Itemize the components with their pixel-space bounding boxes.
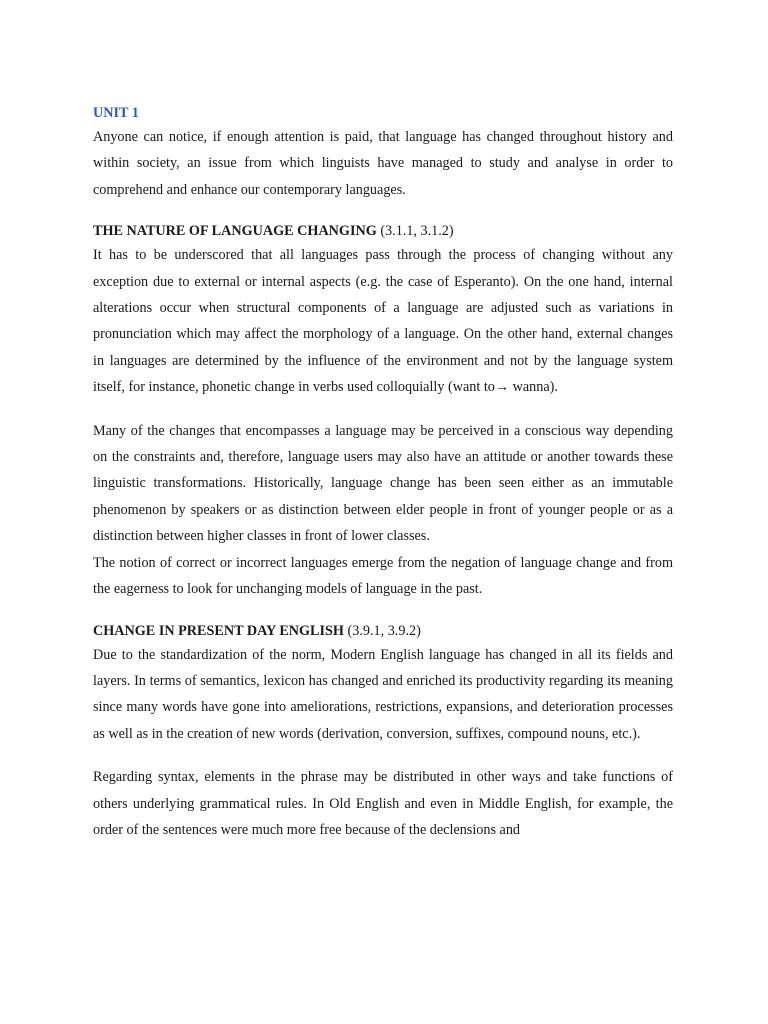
section-heading-nature	[93, 220, 673, 242]
section-heading-nature-title: THE NATURE OF LANGUAGE CHANGING	[93, 223, 377, 240]
intro-paragraph: Anyone can notice, if enough attention is paid, that language has changed throughout history and within society, an issue from which linguists have managed to study and analyse in order to comprehend and enhance our contemporary languages.	[93, 129, 673, 198]
present-day-paragraph-1: Due to the standardization of the norm, Modern English language has changed in all its fields and layers. In terms of semantics, lexicon has changed and enriched its productivity regarding its meaning since many words have gone into ameliorations, restrictions, expansions, and deterioration processes as well as in the creation of new words (derivation, conversion, suffixes, compound nouns, etc.).	[93, 646, 673, 742]
nature-paragraph-3: The notion of correct or incorrect languages emerge from the negation of language change and from the eagerness to look for unchanging models of language in the past.	[93, 554, 673, 598]
nature-paragraph-2: Many of the changes that encompasses a language may be perceived in a conscious way depending on the constraints and, therefore, language users may also have an attitude or another towards these linguistic transformations. Historically, language change has been seen either as an immutable phenomenon by speakers or as distinction between elder people in front of younger people or as a distinction between higher classes in front of lower classes.	[93, 422, 673, 545]
document-page	[93, 102, 673, 843]
nature-paragraph-1: It has to be underscored that all languages pass through the process of changing without any exception due to external or internal aspects (e.g. the case of Esperanto). On the one hand, internal alterations occur when structural components of a language are adjusted such as variations in pronunciation which may affect the morphology of a language. On the other hand, external changes in languages are determined by the influence of the environment and not by the language system itself, for instance, phonetic change in verbs used colloquially (want to→ wanna).	[93, 247, 673, 396]
section-heading-present-day-ref: (3.9.1, 3.9.2)	[343, 622, 421, 639]
section-heading-nature-ref: (3.1.1, 3.1.2)	[376, 223, 454, 240]
section-heading-present-day-title: CHANGE IN PRESENT DAY ENGLISH	[93, 622, 344, 639]
unit-title: UNIT 1	[93, 105, 139, 121]
section-heading-present-day	[93, 620, 673, 642]
present-day-paragraph-2: Regarding syntax, elements in the phrase may be distributed in other ways and take functions of others underlying grammatical rules. In Old English and even in Middle English, for example, the order of the sentences were much more free because of the declensions and	[93, 769, 673, 838]
